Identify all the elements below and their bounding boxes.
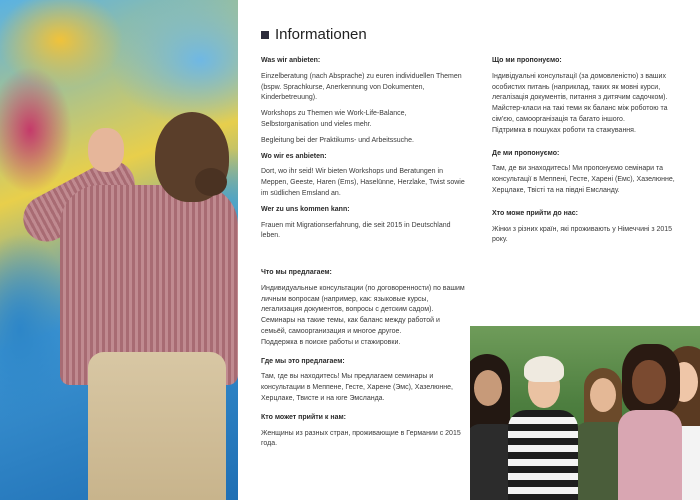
ukrainian-section [492,56,682,246]
ukrainian-where-title: Де ми пропонуємо: [492,149,560,157]
ukrainian-who-title: Хто може прийти до нас: [492,209,578,217]
russian-where-text: Там, где вы находитесь! Мы предлагаем семинары и консультации в Меппене, Гесте, Харене (Эмс), Хазелюнне, Херцлаке, Твисте и на юге Эмсланда. [261,373,453,402]
page-title: Informationen [275,26,367,43]
ukrainian-where-text: Там, де ви знаходитесь! Ми пропонуємо семінари та консультації в Меппені, Гесте, Харені (Емс), Хазелюнне, Херцлаке, Твісті та на півдні Емсланду. [492,165,675,194]
german-offer-title: Was wir anbieten: [261,57,321,64]
photo-face [474,370,502,406]
photo-hair-bun [195,168,227,196]
german-who-title: Wer zu uns kommen kann: [261,205,350,213]
photo-figure [508,410,578,500]
ukrainian-offer-paragraph: Індивідуальні консультації (за домовленістю) з ваших особистих питань (наприклад, таких як мовні курси, легалізація документів, питання з дитячим садочком). [492,72,668,102]
russian-section [261,268,466,450]
russian-offer-paragraph: Семинары на такие темы, как баланс между работой и семьёй, самоорганизация и многое другое. [261,317,440,335]
russian-offer-paragraph: Индивидуальные консультации (по договоренности) по вашим личным вопросам (например, как: языковые курсы, легализация документов, вопросы с детским садом). [261,284,465,314]
german-offer-paragraph: Einzelberatung (nach Absprache) zu euren individuellen Themen (bspw. Sprachkurse, Anerkennung von Dokumenten, Kinderbetreuung). [261,72,462,102]
german-where-title: Wo wir es anbieten: [261,152,327,160]
photo-group-of-women [470,326,700,500]
russian-who-text: Женщины из разных стран, проживающие в Германии с 2015 года. [261,429,461,448]
ukrainian-offer-title: Що ми пропонуємо: [492,57,562,64]
russian-where-title: Где мы это предлагаем: [261,357,345,365]
photo-pants [88,352,226,500]
german-where-text: Dort, wo ihr seid! Wir bieten Workshops und Beratungen in Meppen, Geeste, Haren (Ems), Haselünne, Herzlake, Twist sowie im südlichen Emsland an. [261,168,465,197]
photo-face [632,360,666,404]
russian-offer-title: Что мы предлагаем: [261,269,332,276]
german-offer-paragraph: Workshops zu Themen wie Work-Life-Balance, Selbstorganisation und vieles mehr. [261,110,407,128]
ukrainian-who-text: Жінки з різних країн, які проживають у Німеччині з 2015 року. [492,225,673,244]
ukrainian-offer-paragraph: Майстер-класи на такі теми як баланс між роботою та сім'єю, самоорганізація та багато іншого. [492,105,668,123]
ukrainian-offer-paragraph: Підтримка в пошуках роботи та стажування. [492,126,636,134]
photo-face [590,378,616,412]
russian-who-title: Кто может прийти к нам: [261,413,347,421]
page-heading [261,26,367,43]
russian-offer-paragraph: Поддержка в поиске работы и стажировки. [261,338,401,346]
german-section [261,56,466,242]
german-offer-paragraph: Begleitung bei der Praktikums- und Arbeitssuche. [261,136,414,144]
german-who-text: Frauen mit Migrationserfahrung, die seit 2015 in Deutschland leben. [261,221,451,240]
photo-figure [618,410,682,500]
photo-figure [524,356,564,382]
photo-woman-painting-wall [0,0,238,500]
square-bullet-icon [261,31,269,39]
photo-hand [88,128,124,172]
